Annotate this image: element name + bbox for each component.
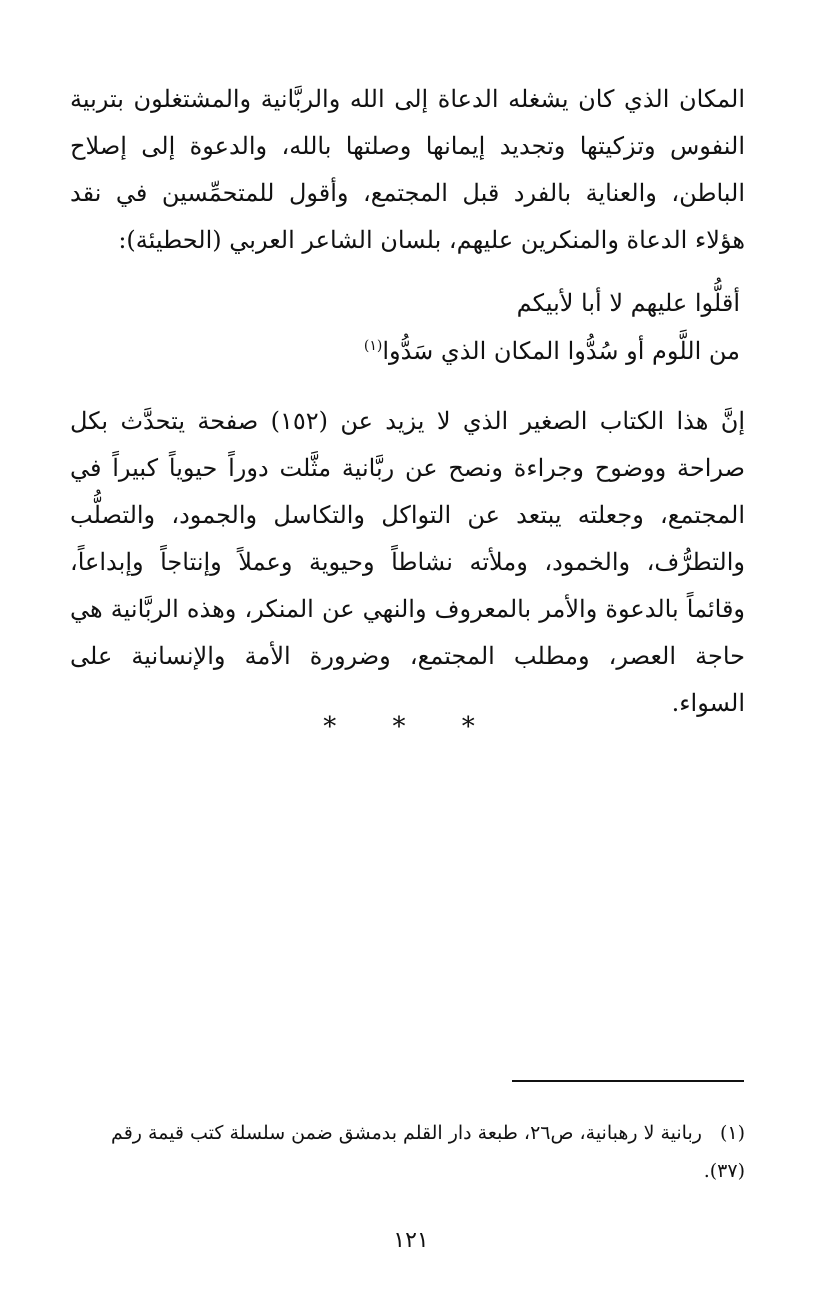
- verse-line-1: أقلُّوا عليهم لا أبا لأبيكم: [516, 289, 740, 317]
- paragraph-1: المكان الذي كان يشغله الدعاة إلى الله والربَّانية والمشتغلون بتربية النفوس وتزكيتها وتجديد إيمانها وصلتها بالله، والدعوة إلى إصلاح الباطن، والعناية بالفرد قبل المجتمع، وأقول للمتحمِّسين في نقد هؤلاء الدعاة والمنكرين عليهم، بلسان الشاعر العربي (الحطيئة):: [70, 85, 745, 254]
- footnote: [70, 1114, 745, 1190]
- verse-line-2-text: من اللَّوم أو سُدُّوا المكان الذي سَدُّوا: [382, 337, 740, 365]
- verse-line-2: [364, 336, 740, 366]
- paragraph-2: إنَّ هذا الكتاب الصغير الذي لا يزيد عن (١٥٢) صفحة يتحدَّث بكل صراحة ووضوح وجراءة ونصح عن ربَّانية مثَّلت دوراً حيوياً كبيراً في المجتمع، وجعلته يبتعد عن التواكل والتكاسل والجمود، والتصلُّب والتطرُّف، والخمود، وملأته نشاطاً وحيوية وعملاً وإنتاجاً وإبداعاً، وقائماً بالدعوة والأمر بالمعروف والنهي عن المنكر، وهذه الربَّانية هي حاجة العصر، ومطلب المجتمع، وضرورة الأمة والإنسانية على السواء.: [70, 407, 746, 717]
- page-number: ١٢١: [393, 1228, 429, 1253]
- section-separator: * * *: [323, 712, 499, 742]
- footnote-number: (١): [719, 1122, 745, 1144]
- footnote-text: ربانية لا رهبانية، ص٢٦، طبعة دار القلم بدمشق ضمن سلسلة كتب قيمة رقم (٣٧).: [111, 1122, 745, 1182]
- footnote-reference: (١): [363, 338, 383, 354]
- footnote-divider: [512, 1080, 744, 1082]
